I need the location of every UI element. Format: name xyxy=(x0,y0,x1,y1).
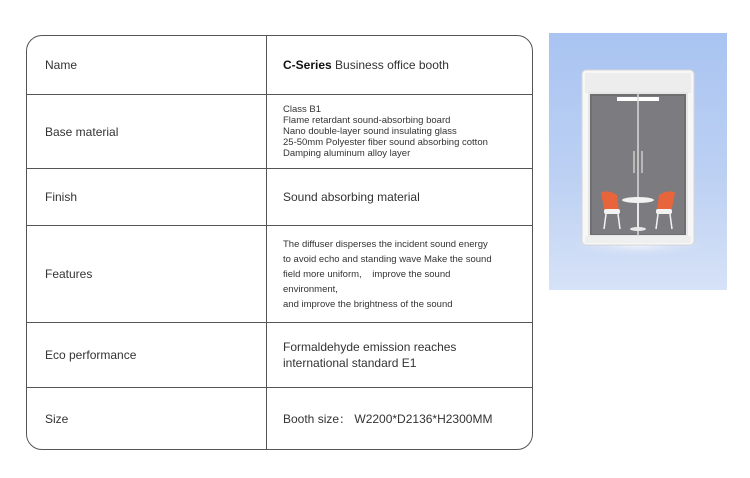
office-booth-illustration xyxy=(549,33,727,290)
spec-label-base-material: Base material xyxy=(27,95,267,168)
base-material-line: Class B1 xyxy=(283,104,322,115)
spec-value-size: Booth size： W2200*D2136*H2300MM xyxy=(283,412,493,426)
spec-value-eco xyxy=(267,323,532,387)
spec-row-eco xyxy=(27,323,532,388)
spec-value-features xyxy=(267,226,532,322)
product-series: C-Series xyxy=(283,58,332,72)
spec-value-name xyxy=(267,36,532,94)
eco-line: Formaldehyde emission reaches xyxy=(283,340,457,354)
base-material-line: 25-50mm Polyester fiber sound absorbing cotton xyxy=(283,137,488,148)
spec-row-size xyxy=(27,388,532,449)
spec-label-eco: Eco performance xyxy=(27,323,267,387)
spec-label-size: Size xyxy=(27,388,267,449)
base-material-line: Nano double-layer sound insulating glass xyxy=(283,126,457,137)
features-line: field more uniform, improve the sound xyxy=(283,268,451,280)
spec-row-finish xyxy=(27,169,532,226)
features-line: to avoid echo and standing wave Make the sound xyxy=(283,253,492,265)
spec-table xyxy=(26,35,533,450)
eco-line: international standard E1 xyxy=(283,356,417,370)
spec-row-features xyxy=(27,226,532,323)
spec-value-base-material xyxy=(267,95,532,168)
spec-label-features: Features xyxy=(27,226,267,322)
features-line: environment, xyxy=(283,283,338,295)
spec-row-base-material xyxy=(27,95,532,169)
spec-value-finish: Sound absorbing material xyxy=(283,190,420,204)
office-booth-image xyxy=(549,33,727,290)
base-material-line: Damping aluminum alloy layer xyxy=(283,148,411,159)
spec-row-name xyxy=(27,36,532,95)
spec-label-name: Name xyxy=(27,36,267,94)
product-type: Business office booth xyxy=(331,58,449,72)
spec-label-finish: Finish xyxy=(27,169,267,225)
features-line: The diffuser disperses the incident sound energy xyxy=(283,238,488,250)
base-material-line: Flame retardant sound-absorbing board xyxy=(283,115,451,126)
features-line: and improve the brightness of the sound xyxy=(283,298,453,310)
